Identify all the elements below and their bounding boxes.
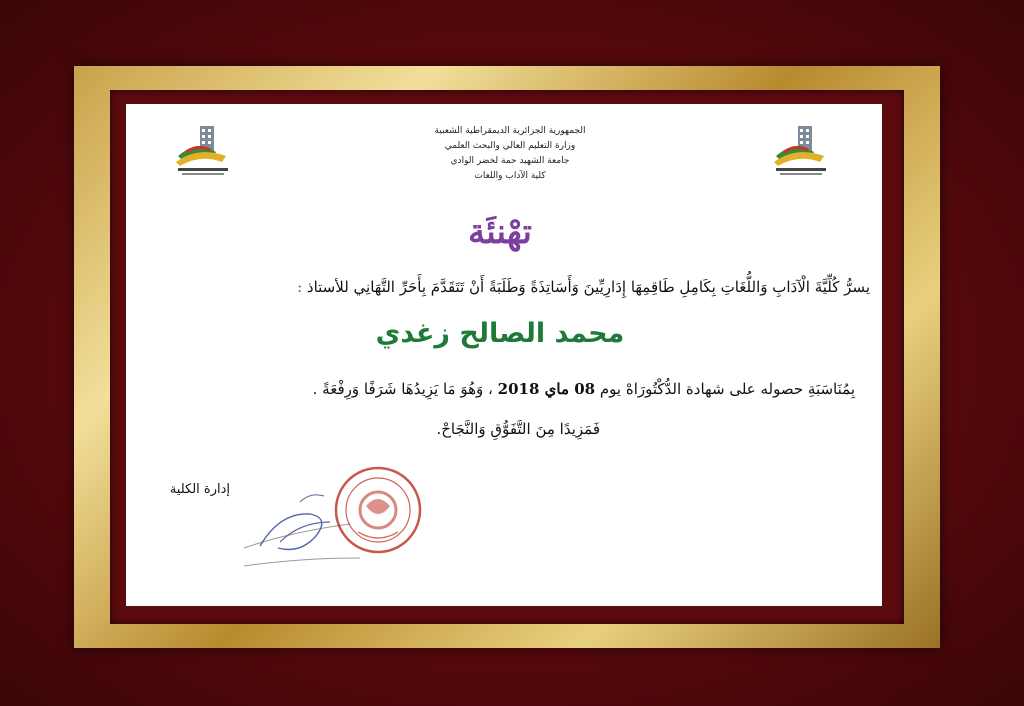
institution-header <box>400 124 620 184</box>
occasion-prefix: بِمُنَاسَبَةِ حصوله على <box>729 380 855 398</box>
certificate-title: تهْنئَة <box>468 212 532 252</box>
occasion-day-word: يوم <box>599 380 622 398</box>
occasion-degree: شهادة الدُّكْتُورَاهْ <box>625 380 725 398</box>
official-stamp-icon <box>240 462 430 582</box>
university-logo-icon <box>770 122 834 178</box>
closing-text: فَمَزِيدًا مِنَ التَّفَوُّقِ وَالنَّجَاحْ. <box>436 420 600 438</box>
recipient-name: محمد الصالح زغدي <box>375 318 625 349</box>
intro-sentence: يسرُّ كُلِّيَّةَ الْآدَابِ وَاللُّغَاتِ بِكَامِلِ طَاقِمِهَا إِدَارِيِّينَ وَأَسَاتِذَةً وَطَلَبَةً أَنْ تَتَقَدَّمَ بِأَحَرِّ التَّهَانِي للأستاذ <box>306 278 870 296</box>
occasion-text <box>140 380 855 398</box>
occasion-date: 08 ماي 2018 <box>497 380 596 398</box>
intro-text <box>140 278 870 296</box>
header-line-republic: الجمهورية الجزائرية الديمقراطية الشعبية <box>434 126 586 136</box>
university-logo-icon <box>172 122 236 178</box>
signature-label: إدارة الكلية <box>169 482 230 497</box>
occasion-suffix: ، وَهُوَ مَا يَزِيدُهَا شَرَفًا وَرِفْعَةً . <box>312 380 493 398</box>
header-line-university: جامعة الشهيد حمة لخضر الوادي <box>450 156 570 166</box>
header-line-ministry: وزارة التعليم العالي والبحث العلمي <box>444 141 576 151</box>
intro-colon: : <box>297 278 303 296</box>
header-line-faculty: كلية الآداب واللغات <box>474 171 546 181</box>
